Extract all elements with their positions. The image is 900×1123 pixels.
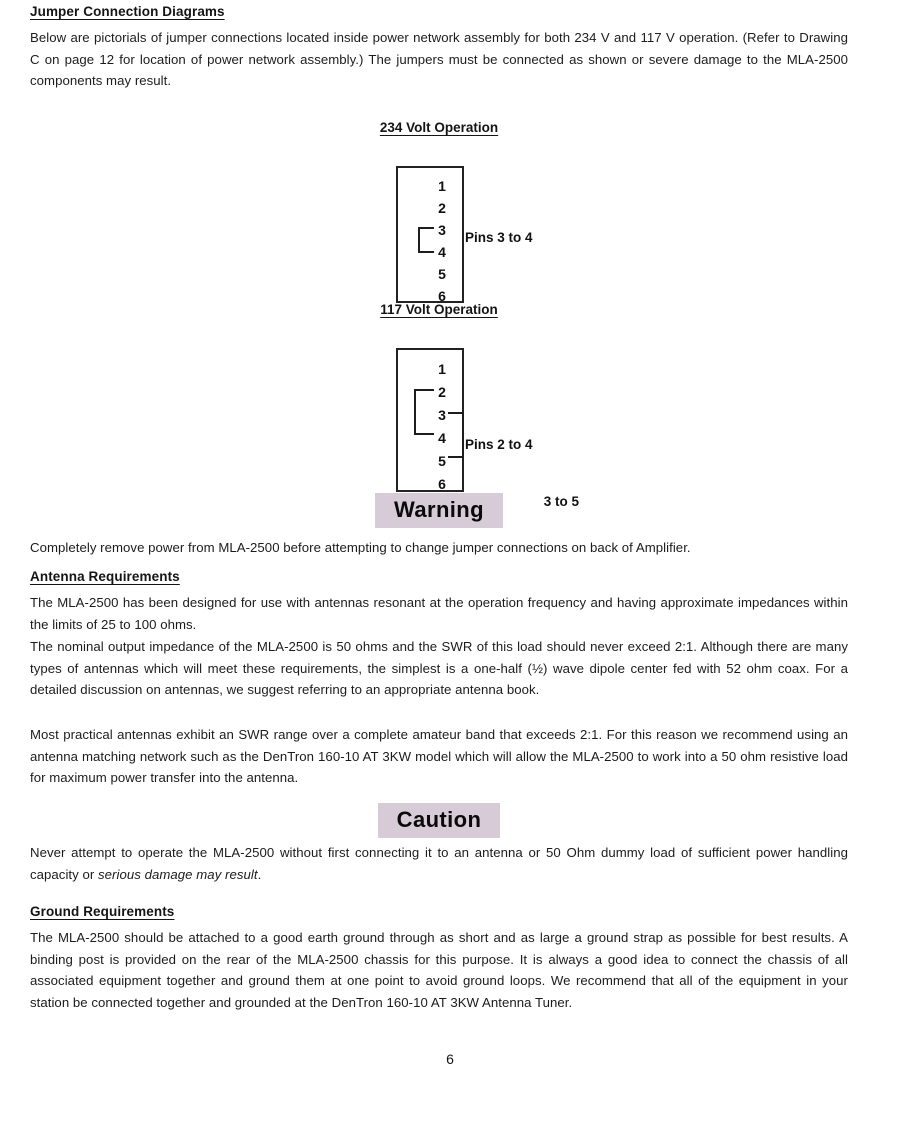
diagram-117-volt <box>30 302 848 509</box>
note-234-pins <box>465 228 533 247</box>
caution-text-after: . <box>257 866 262 882</box>
heading-antenna-requirements: Antenna Requirements <box>30 569 180 584</box>
pin-label-1: 1 <box>438 178 446 194</box>
page-number-value: 6 <box>446 1051 454 1067</box>
pin-label-2: 2 <box>438 384 446 400</box>
caution-text-italic: serious damage may result <box>98 866 258 882</box>
paragraph-warning-text: Completely remove power from MLA-2500 before attempting to change jumper connections on back of Amplifier. <box>30 540 691 555</box>
pin-label-1: 1 <box>438 361 446 377</box>
diagram-234-title: 234 Volt Operation <box>379 120 499 135</box>
jumper-3-to-4 <box>418 227 434 253</box>
paragraph-caution-text <box>30 842 848 885</box>
pin-label-6: 6 <box>438 476 446 492</box>
connector-234 <box>30 136 848 304</box>
connector-117 <box>30 318 848 509</box>
pin-label-2: 2 <box>438 200 446 216</box>
pin-label-3: 3 <box>438 222 446 238</box>
paragraph-antenna-2: The nominal output impedance of the MLA-2500 is 50 ohms and the SWR of this load should never exceed 2:1. Although there are many types of antennas which will meet these requirements, the simplest is a one-half (½) wave dipole center fed with 52 ohm coax. For a detailed discussion on antennas, we suggest referring to an appropriate antenna book. <box>30 639 848 697</box>
note-117-line1: Pins 2 to 4 <box>465 437 533 452</box>
jumper-3-to-5 <box>448 412 464 458</box>
paragraph-ground-1: The MLA-2500 should be attached to a good earth ground through as short and as large a ground strap as possible for best results. A binding post is provided on the rear of the MLA-2500 chassis for this purpose. It is always a good idea to connect the chassis of all associated equipment together and ground them at one point to avoid ground loops. We recommend that all of the equipment in your station be connected together and grounded at the DenTron 160-10 AT 3KW Antenna Tuner. <box>30 930 848 1010</box>
pin-label-4: 4 <box>438 430 446 446</box>
caution-text-before: Never attempt to operate the MLA-2500 without first connecting it to an antenna or 50 Ohm dummy load of sufficient power handling capacity or <box>30 845 848 882</box>
caution-banner: Caution <box>378 803 501 838</box>
note-117-line2: 3 to 5 <box>543 494 579 509</box>
pin-label-6: 6 <box>438 288 446 304</box>
heading-jumper-connection-diagrams: Jumper Connection Diagrams <box>30 4 225 19</box>
paragraph-antenna-3: Most practical antennas exhibit an SWR range over a complete amateur band that exceeds 2:1. For this reason we recommend using an antenna matching network such as the DenTron 160-10 AT 3KW model which will allow the MLA-2500 to work into a 50 ohm resistive load for maximum power transfer into the antenna. <box>30 727 848 785</box>
page-number <box>0 1051 900 1067</box>
jumper-2-to-4 <box>414 389 434 435</box>
pin-label-5: 5 <box>438 266 446 282</box>
caution-banner-wrap <box>30 803 848 838</box>
warning-banner-wrap <box>30 493 848 528</box>
paragraph-antenna-1: The MLA-2500 has been designed for use with antennas resonant at the operation frequency and having approximate impedances within the limits of 25 to 100 ohms. <box>30 595 848 632</box>
diagram-234-volt <box>30 120 848 304</box>
pin-label-3: 3 <box>438 407 446 423</box>
diagram-117-title: 117 Volt Operation <box>380 302 498 317</box>
pin-label-5: 5 <box>438 453 446 469</box>
note-234-line1: Pins 3 to 4 <box>465 230 533 245</box>
pin-label-4: 4 <box>438 244 446 260</box>
paragraph-jumper-intro: Below are pictorials of jumper connections located inside power network assembly for both 234 V and 117 V operation. (Refer to Drawing C on page 12 for location of power network assembly.) The jumpers must be connected as shown or severe damage to the MLA-2500 components may result. <box>30 30 848 88</box>
warning-banner: Warning <box>375 493 503 528</box>
heading-ground-requirements: Ground Requirements <box>30 904 175 919</box>
